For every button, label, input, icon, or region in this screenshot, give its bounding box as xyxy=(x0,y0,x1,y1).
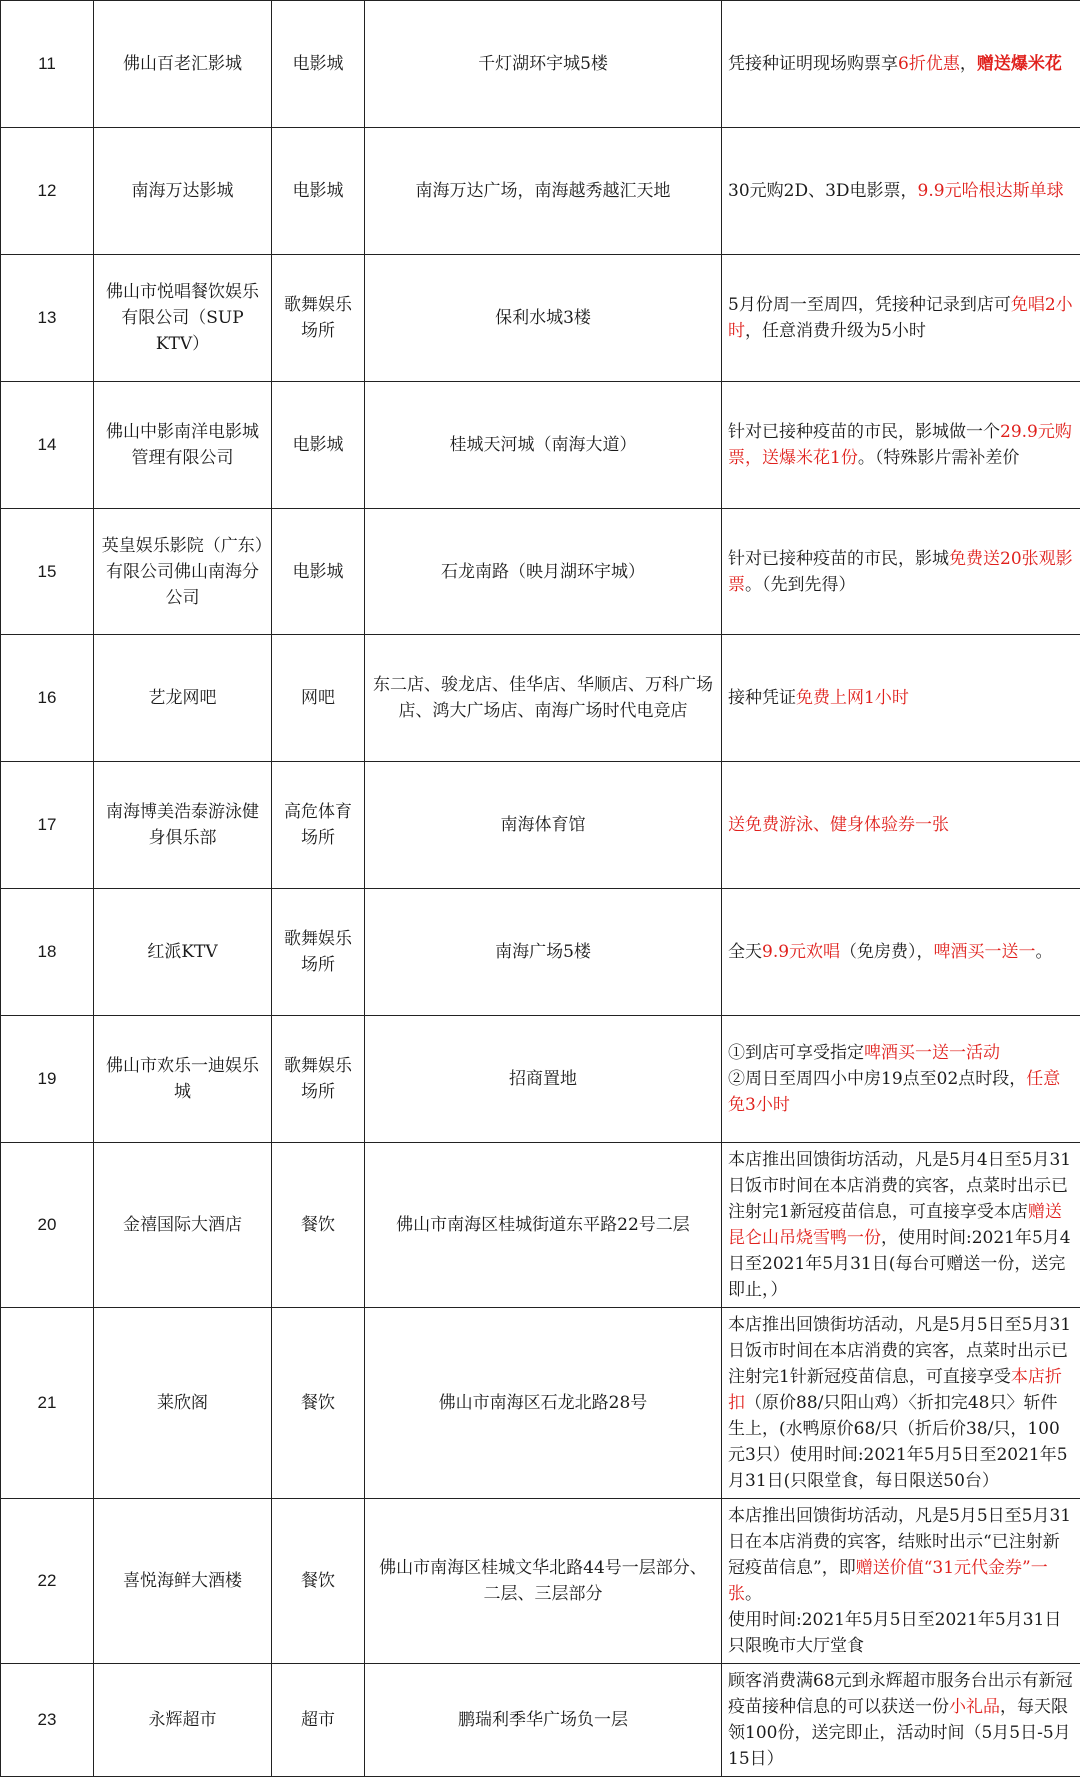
offer-highlight: 9.9元欢唱 xyxy=(762,942,840,962)
venue-address: 佛山市南海区桂城文华北路44号一层部分、二层、三层部分 xyxy=(365,1499,722,1664)
venue-type: 歌舞娱乐场所 xyxy=(272,255,365,382)
row-number: 17 xyxy=(1,762,94,889)
offer-details xyxy=(722,509,1080,635)
offer-highlight: 赠送价值“31元代金券”一张 xyxy=(728,1558,1048,1604)
venue-type: 歌舞娱乐场所 xyxy=(272,1016,365,1143)
venue-address: 石龙南路（映月湖环宇城） xyxy=(365,509,722,635)
venue-address: 千灯湖环宇城5楼 xyxy=(365,1,722,128)
offer-details xyxy=(722,635,1080,762)
row-number: 20 xyxy=(1,1143,94,1308)
offer-highlight: 送免费游泳、健身体验券一张 xyxy=(728,815,949,835)
offer-details xyxy=(722,1308,1080,1499)
table-row xyxy=(1,1143,1080,1308)
table-row xyxy=(1,1,1080,128)
offer-details xyxy=(722,1016,1080,1143)
row-number: 11 xyxy=(1,1,94,128)
offer-text: ，任意消费升级为5小时 xyxy=(745,321,926,341)
offer-highlight: 免唱2小时 xyxy=(728,295,1073,341)
venue-type: 电影城 xyxy=(272,128,365,255)
venue-address: 东二店、骏龙店、佳华店、华顺店、万科广场店、鸿大广场店、南海广场时代电竞店 xyxy=(365,635,722,762)
row-number: 12 xyxy=(1,128,94,255)
venue-name: 艺龙网吧 xyxy=(94,635,272,762)
offer-text: 使用时间:2021年5月5日至2021年5月31日只限晚市大厅堂食 xyxy=(728,1610,1061,1656)
offer-text: ，使用时间:2021年5月4日至2021年5月31日(每台可赠送一份，送完即止，） xyxy=(728,1228,1071,1300)
row-number: 16 xyxy=(1,635,94,762)
offer-text: 。（特殊影片需补差价 xyxy=(858,448,1020,468)
venue-type: 超市 xyxy=(272,1664,365,1777)
offer-highlight: 本店折扣 xyxy=(728,1367,1062,1413)
offer-highlight: 赠送昆仑山吊烧雪鸭一份 xyxy=(728,1202,1062,1248)
offer-text: 针对已接种疫苗的市民，影城做一个 xyxy=(728,422,1000,442)
offer-text: 顾客消费满68元到永辉超市服务台出示有新冠疫苗接种信息的可以获送一份 xyxy=(728,1671,1073,1717)
table-row xyxy=(1,1499,1080,1664)
venue-type: 电影城 xyxy=(272,382,365,509)
offer-text: 30元购2D、3D电影票， xyxy=(728,181,918,201)
venue-address: 南海体育馆 xyxy=(365,762,722,889)
row-number: 23 xyxy=(1,1664,94,1777)
venue-address: 招商置地 xyxy=(365,1016,722,1143)
offer-text: ，每天限领100份，送完即止，活动时间（5月5日-5月15日） xyxy=(728,1697,1071,1769)
venue-name: 永辉超市 xyxy=(94,1664,272,1777)
row-number: 21 xyxy=(1,1308,94,1499)
venue-type: 高危体育场所 xyxy=(272,762,365,889)
offer-text: 针对已接种疫苗的市民，影城 xyxy=(728,549,949,569)
offer-text: ， xyxy=(960,54,977,74)
offer-text: 本店推出回馈街坊活动，凡是5月4日至5月31日饭市时间在本店消费的宾客，点菜时出示已注射完1新冠疫苗信息，可直接享受本店 xyxy=(728,1150,1071,1222)
offer-highlight: 29.9元购票，送爆米花1份 xyxy=(728,422,1072,468)
venue-address: 南海万达广场，南海越秀越汇天地 xyxy=(365,128,722,255)
venue-name: 红派KTV xyxy=(94,889,272,1016)
offer-highlight: 啤酒买一送一 xyxy=(934,942,1036,962)
offer-highlight: 小礼品 xyxy=(949,1697,1000,1717)
venue-name: 南海博美浩泰游泳健身俱乐部 xyxy=(94,762,272,889)
table-row xyxy=(1,255,1080,382)
venue-name: 佛山中影南洋电影城管理有限公司 xyxy=(94,382,272,509)
table-row xyxy=(1,889,1080,1016)
row-number: 22 xyxy=(1,1499,94,1664)
offer-details xyxy=(722,382,1080,509)
row-number: 19 xyxy=(1,1016,94,1143)
offer-details xyxy=(722,255,1080,382)
offer-details xyxy=(722,1499,1080,1664)
venue-address: 佛山市南海区石龙北路28号 xyxy=(365,1308,722,1499)
offer-text: 本店推出回馈街坊活动，凡是5月5日至5月31日在本店消费的宾客，结账时出示“已注射新冠疫苗信息”，即 xyxy=(728,1506,1071,1578)
venue-address: 鹏瑞利季华广场负一层 xyxy=(365,1664,722,1777)
row-number: 13 xyxy=(1,255,94,382)
table-row xyxy=(1,1016,1080,1143)
offer-text: 。 xyxy=(745,1584,762,1604)
venue-name: 佛山市欢乐一迪娱乐城 xyxy=(94,1016,272,1143)
offer-details xyxy=(722,128,1080,255)
offer-details xyxy=(722,889,1080,1016)
venue-name: 英皇娱乐影院（广东）有限公司佛山南海分公司 xyxy=(94,509,272,635)
offer-highlight: 赠送爆米花 xyxy=(977,54,1062,74)
offer-text: 全天 xyxy=(728,942,762,962)
offer-details xyxy=(722,1143,1080,1308)
offer-text: 。 xyxy=(1036,942,1053,962)
venue-address: 保利水城3楼 xyxy=(365,255,722,382)
offer-highlight: 6折优惠 xyxy=(898,54,960,74)
row-number: 15 xyxy=(1,509,94,635)
venue-address: 佛山市南海区桂城街道东平路22号二层 xyxy=(365,1143,722,1308)
venue-name: 喜悦海鲜大酒楼 xyxy=(94,1499,272,1664)
offer-highlight: 免费送20张观影票 xyxy=(728,549,1073,595)
offer-highlight: 啤酒买一送一活动 xyxy=(864,1043,1000,1063)
offer-highlight: 免费上网1小时 xyxy=(796,688,909,708)
venue-name: 南海万达影城 xyxy=(94,128,272,255)
table-row xyxy=(1,1308,1080,1499)
venue-name: 莱欣阁 xyxy=(94,1308,272,1499)
offer-text: 接种凭证 xyxy=(728,688,796,708)
offer-text: 。（先到先得） xyxy=(745,575,856,595)
venue-type: 网吧 xyxy=(272,635,365,762)
table-row xyxy=(1,1664,1080,1777)
venue-name: 佛山百老汇影城 xyxy=(94,1,272,128)
venue-name: 佛山市悦唱餐饮娱乐有限公司（SUP KTV） xyxy=(94,255,272,382)
offer-text: （免房费）， xyxy=(840,942,934,962)
offers-table-body xyxy=(1,1,1080,1777)
venue-type: 电影城 xyxy=(272,509,365,635)
offer-details xyxy=(722,1664,1080,1777)
venue-type: 餐饮 xyxy=(272,1143,365,1308)
table-row xyxy=(1,635,1080,762)
venue-type: 电影城 xyxy=(272,1,365,128)
row-number: 18 xyxy=(1,889,94,1016)
row-number: 14 xyxy=(1,382,94,509)
offer-text: 凭接种证明现场购票享 xyxy=(728,54,898,74)
offer-text: （原价88/只阳山鸡）〈折扣完48只〉斩件生上，(水鸭原价68/只（折后价38/只，100元3只）使用时间:2021年5月5日至2021年5月31日(只限堂食，每日限送50台） xyxy=(728,1393,1068,1491)
offer-text: 本店推出回馈街坊活动，凡是5月5日至5月31日饭市时间在本店消费的宾客，点菜时出示已注射完1针新冠疫苗信息，可直接享受 xyxy=(728,1315,1071,1387)
offer-text: ②周日至周四小中房19点至02点时段， xyxy=(728,1069,1026,1089)
offer-details xyxy=(722,762,1080,889)
offer-highlight: 任意免3小时 xyxy=(728,1069,1060,1115)
table-row xyxy=(1,762,1080,889)
venue-address: 南海广场5楼 xyxy=(365,889,722,1016)
venue-name: 金禧国际大酒店 xyxy=(94,1143,272,1308)
table-row xyxy=(1,509,1080,635)
venue-type: 歌舞娱乐场所 xyxy=(272,889,365,1016)
offer-text: 5月份周一至周四，凭接种记录到店可 xyxy=(728,295,1011,315)
venue-type: 餐饮 xyxy=(272,1499,365,1664)
offer-highlight: 9.9元哈根达斯单球 xyxy=(918,181,1064,201)
venue-address: 桂城天河城（南海大道） xyxy=(365,382,722,509)
offer-details xyxy=(722,1,1080,128)
venue-type: 餐饮 xyxy=(272,1308,365,1499)
table-row xyxy=(1,128,1080,255)
table-row xyxy=(1,382,1080,509)
offer-text: ①到店可享受指定 xyxy=(728,1043,864,1063)
